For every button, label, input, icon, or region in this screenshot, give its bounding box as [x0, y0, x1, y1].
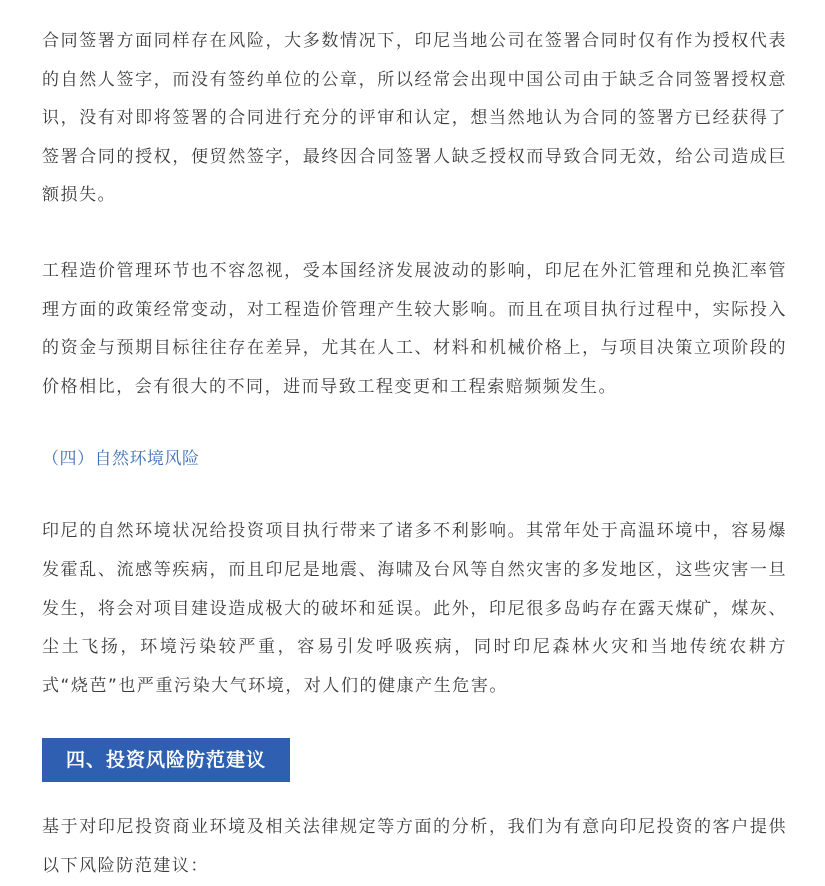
section-title-banner: 四、投资风险防范建议	[42, 738, 290, 782]
article-body	[42, 22, 787, 886]
paragraph-contract-signing-risk: 合同签署方面同样存在风险，大多数情况下，印尼当地公司在签署合同时仅有作为授权代表的自然人签字，而没有签约单位的公章，所以经常会出现中国公司由于缺乏合同签署授权意识，没有对即将签署的合同进行充分的评审和认定，想当然地认为合同的签署方已经获得了签署合同的授权，便贸然签字，最终因合同签署人缺乏授权而导致合同无效，给公司造成巨额损失。	[42, 31, 787, 206]
paragraph-natural-environment: 印尼的自然环境状况给投资项目执行带来了诸多不利影响。其常年处于高温环境中，容易爆发霍乱、流感等疾病，而且印尼是地震、海啸及台风等自然灾害的多发地区，这些灾害一旦发生，将会对项目建设造成极大的破坏和延误。此外，印尼很多岛屿存在露天煤矿，煤灰、尘土飞扬，环境污染较严重，容易引发呼吸疾病，同时印尼森林火灾和当地传统农耕方式“烧芭”也严重污染大气环境，对人们的健康产生危害。	[42, 521, 787, 696]
paragraph-risk-prevention-intro: 基于对印尼投资商业环境及相关法律规定等方面的分析，我们为有意向印尼投资的客户提供以下风险防范建议：	[42, 817, 787, 876]
paragraph-cost-management: 工程造价管理环节也不容忽视，受本国经济发展波动的影响，印尼在外汇管理和兑换汇率管理方面的政策经常变动，对工程造价管理产生较大影响。而且在项目执行过程中，实际投入的资金与预期目标往往存在差异，尤其在人工、材料和机械价格上，与项目决策立项阶段的价格相比，会有很大的不同，进而导致工程变更和工程索赔频频发生。	[42, 260, 787, 397]
subheading-natural-environment-risk: （四）自然环境风险	[42, 449, 200, 470]
